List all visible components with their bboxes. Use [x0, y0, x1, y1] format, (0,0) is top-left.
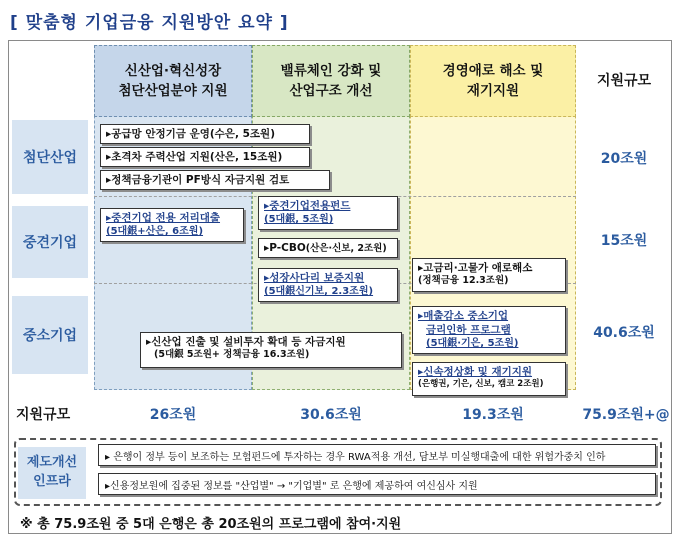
row-total-midsize: 15조원: [600, 233, 648, 249]
program-box-detail: (은행권, 기은, 신보, 캠코 2조원): [418, 379, 544, 390]
program-box: [412, 258, 566, 292]
page-title: [ 맞춤형 기업금융 지원방안 요약 ]: [10, 13, 289, 33]
program-box-detail: (정책금융 12.3조원): [418, 275, 509, 287]
program-box: [258, 196, 398, 230]
row-label-midsize: 중견기업: [12, 206, 88, 278]
program-box: [258, 238, 398, 258]
program-box: [140, 332, 402, 368]
program-box-title: ▸성장사다리 보증지원: [264, 272, 365, 284]
column-total-advanced: 26조원: [149, 407, 197, 423]
program-box-title: ▸고금리·고물가 애로해소: [418, 262, 533, 274]
program-box: [412, 306, 566, 354]
program-box-title: ▸매출감소 중소기업: [418, 310, 509, 322]
column-header-advanced: [94, 45, 252, 117]
row-total-advanced: 20조원: [600, 151, 648, 167]
grand-total: 75.9조원+@: [582, 407, 670, 423]
infra-item: ▸ 은행이 정부 등이 보조하는 모험펀드에 투자하는 경우 RWA적용 개선, 담보부 미실행대출에 대한 위험가중치 인하: [98, 444, 656, 466]
column-header-valuechain: [252, 45, 410, 117]
infra-label: [18, 447, 86, 499]
program-box-title-line2: 금리인하 프로그램: [426, 324, 511, 337]
program-box-title: ▸P-CBO: [264, 242, 306, 254]
program-box-detail: (5대銀 5조원+ 정책금융 16.3조원): [154, 349, 310, 361]
column-header-recovery-label: 경영애로 해소 및 재기지원: [442, 62, 544, 99]
column-header-recovery: [410, 45, 576, 117]
infra-item: ▸신용정보원에 집중된 정보를 "산업별" → "기업별" 로 은행에 제공하여 여신심사 지원: [98, 473, 656, 495]
column-total-recovery: 19.3조원: [462, 407, 524, 423]
program-box: ▸초격차 주력산업 지원(산은, 15조원): [100, 147, 310, 167]
program-box-title: ▸신산업 진출 및 설비투자 확대 등 자금지원: [146, 336, 346, 348]
program-box: [412, 362, 566, 396]
row-total-sme: 40.6조원: [593, 325, 655, 341]
column-header-scale: 지원규모: [596, 72, 652, 89]
program-box-title: ▸중견기업전용펀드: [264, 200, 351, 212]
column-total-valuechain: 30.6조원: [300, 407, 362, 423]
footnote: ※ 총 75.9조원 중 5대 은행은 총 20조원의 프로그램에 참여·지원: [20, 517, 402, 532]
column-header-valuechain-label: 밸류체인 강화 및 산업구조 개선: [280, 62, 382, 99]
infra-label-text: 제도개선 인프라: [26, 455, 78, 489]
row-label-sme: 중소기업: [12, 296, 88, 374]
footer-scale-label: 지원규모: [16, 407, 71, 423]
program-box-title: ▸중견기업 전용 저리대출: [106, 212, 221, 224]
program-box: [100, 208, 244, 242]
program-box-title: ▸신속정상화 및 재기지원: [418, 366, 533, 378]
program-box-detail: (5대銀+산은, 6조원): [106, 226, 204, 238]
program-box-detail: (5대銀, 5조원): [264, 214, 334, 226]
column-header-advanced-label: 신산업·혁신성장 첨단산업분야 지원: [118, 62, 228, 99]
program-box: [258, 268, 398, 302]
program-box-detail: (5대銀신기보, 2.3조원): [264, 286, 374, 298]
row-label-advanced: 첨단산업: [12, 120, 88, 194]
program-box-detail: (산은·신보, 2조원): [305, 243, 387, 254]
program-box: ▸정책금융기관이 PF방식 자금지원 검토: [100, 170, 330, 190]
program-box: ▸공급망 안정기금 운영(수은, 5조원): [100, 124, 310, 144]
program-box-detail: (5대銀·기은, 5조원): [426, 338, 519, 350]
